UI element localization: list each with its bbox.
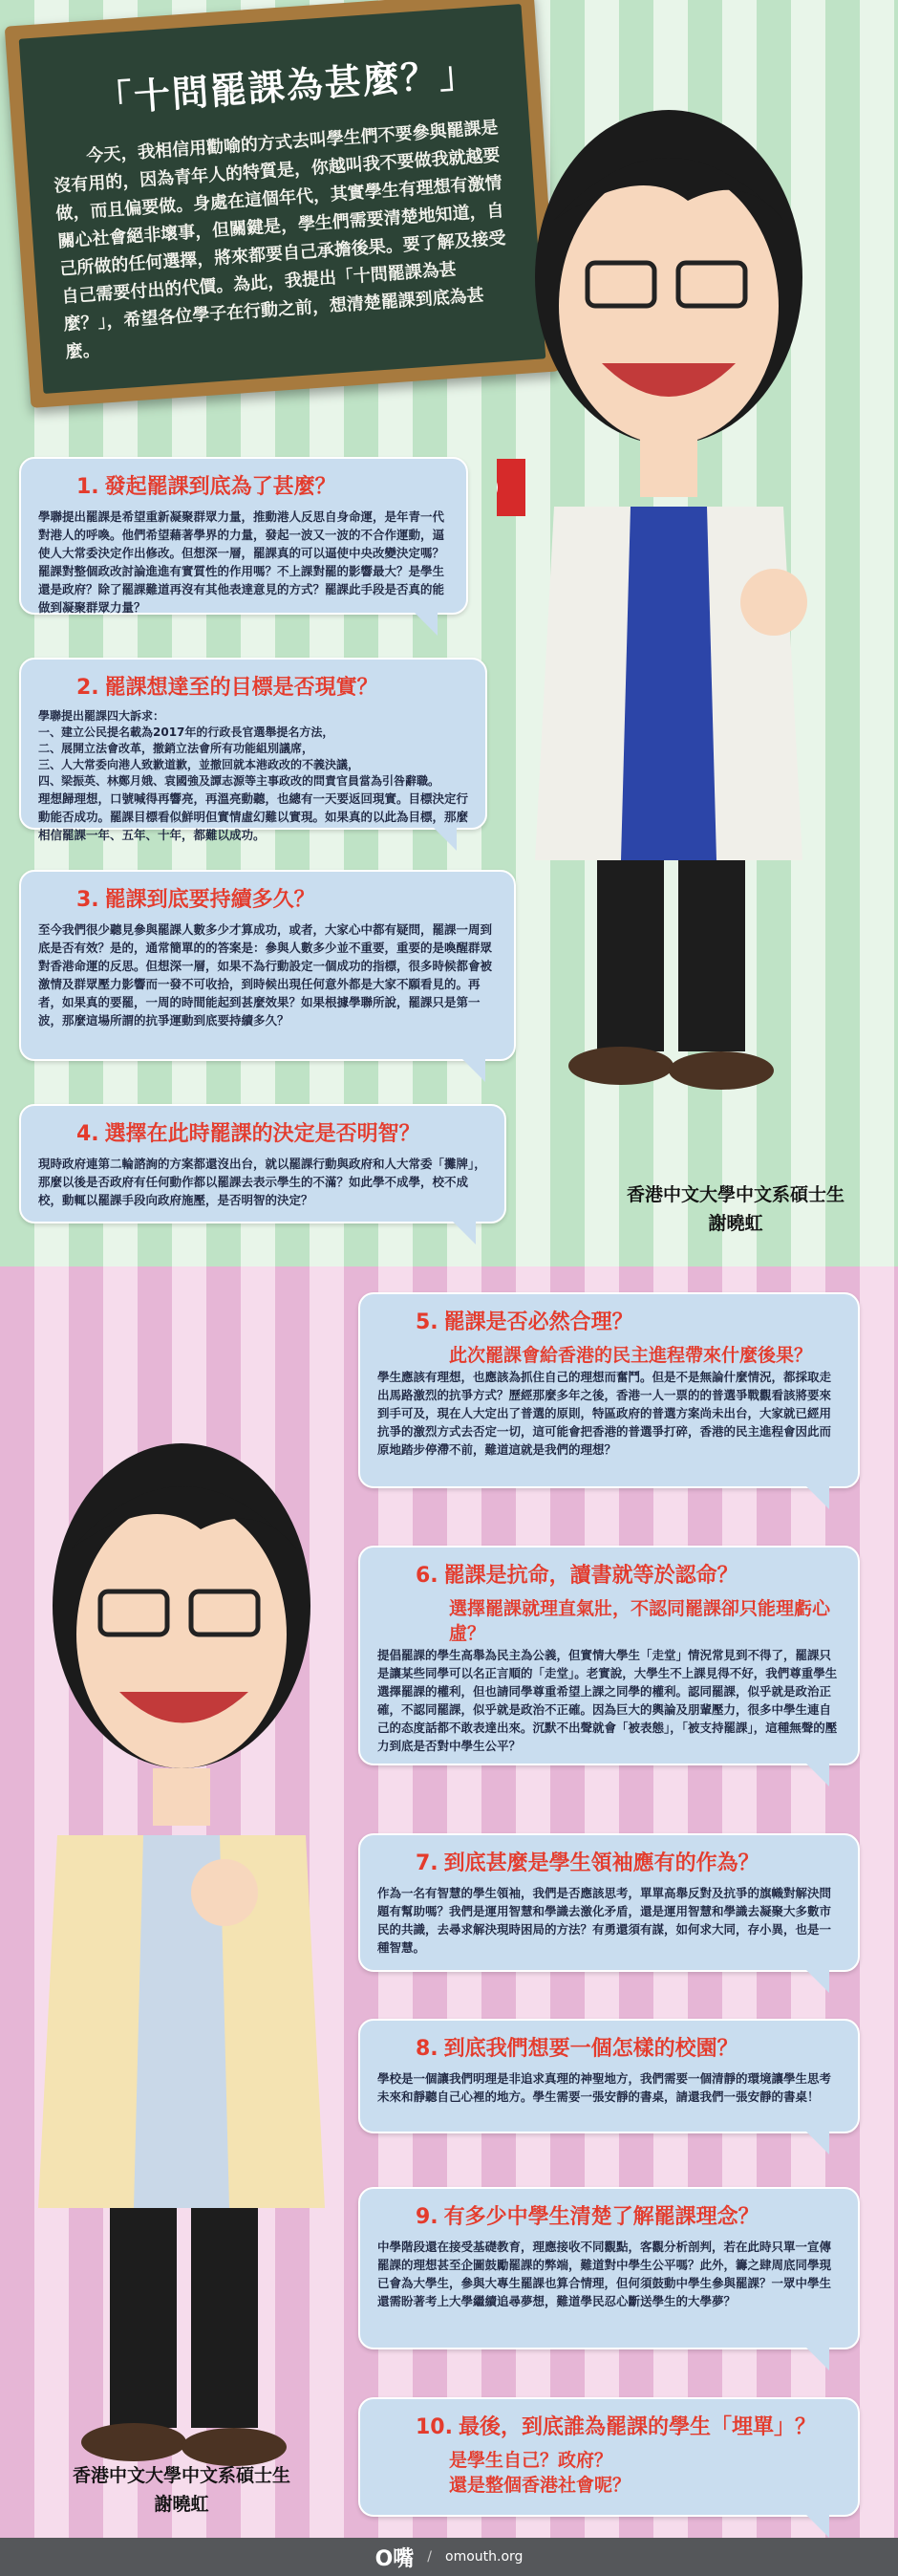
question-body: 中學階段還在接受基礎教育，理應接收不同觀點，客觀分析剖判，若在此時只單一宣傳罷課的理想甚至企圖鼓勵罷課的弊端，難道對中學生公平嗎？此外，籌之肆周底同學現已會為大學生，參與大專生罷課也算合情理，但何須鼓動中學生參與罷課？一眾中學生還需盼著考上大學繼續追尋夢想，難道學民忍心斷送學生的大學夢？ (377, 2240, 832, 2308)
author-name: 謝曉虹 (708, 1213, 763, 1234)
question-number: 7. (416, 1851, 438, 1875)
question-number: 8. (416, 2037, 438, 2061)
question-bubble-6 (358, 1546, 860, 1765)
question-title (377, 1306, 841, 1335)
board-body: 今天，我相信用勸喻的方式去叫學生們不要參與罷課是沒有用的，因為青年人的特質是，你越叫我不要做我就越要做，而且偏要做。身處在這個年代，其實學生有理想有激情關心社會絕非壞事，但關鍵是，學生們需要清楚地知道，自己所做的任何選擇，將來都要自己承擔後果。要了解及接受自己需要付出的代價。為此，我提出「十問罷課為甚麼？」，希望各位學子在行動之前，想清楚罷課到底為甚麼。 (53, 118, 507, 363)
author-name: 謝曉虹 (154, 2494, 209, 2515)
question-number: 10. (416, 2415, 453, 2439)
question-bubble-7 (358, 1833, 860, 1972)
question-title-text: 罷課想達至的目標是否現實？ (104, 676, 378, 700)
question-number: 6. (416, 1564, 438, 1588)
question-bubble-1 (19, 457, 468, 615)
question-number: 4. (76, 1122, 99, 1146)
question-title-text: 罷課是抗命，讀書就等於認命？ (443, 1564, 738, 1588)
question-title-text: 到底甚麼是學生領袖應有的作為？ (443, 1851, 759, 1875)
question-subtitle: 選擇罷課就理直氣壯，不認同罷課卻只能理虧心虛？ (449, 1598, 831, 1644)
chalkboard-surface (19, 4, 546, 394)
question-title (377, 2411, 841, 2440)
footer-divider: / (427, 2549, 432, 2565)
list-item: 四、梁振英、林鄭月娥、袁國強及譚志源等主事政改的問責官員當為引咎辭職。 (38, 774, 440, 788)
question-title-text: 罷課到底要持續多久？ (104, 888, 315, 912)
question-bubble-9 (358, 2187, 860, 2349)
site-logo[interactable]: O嘴 (374, 2546, 415, 2571)
question-number: 1. (76, 475, 99, 499)
question-body: 提倡罷課的學生高舉為民主為公義，但實情大學生「走堂」情況常見到不得了，罷課只是讓某些同學可以名正言順的「走堂」。老實說，大學生不上課見得不好，我們尊重學生選擇罷課的權利，但也請同學尊重希望上課之同學的權利。認同罷課，似乎就是政治正確，不認同罷課，似乎就是政治不正確。因為巨大的輿論及朋輩壓力，很多中學生連自己的态度話都不敢表達出來。沉默不出聲就會「被表態」，「被支持罷課」，這種無聲的壓力到底是否對中學生公平？ (377, 1648, 838, 1753)
question-bubble-2 (19, 658, 487, 842)
question-title-text: 罷課是否必然合理？ (443, 1310, 633, 1334)
question-bubble-8 (358, 2019, 860, 2133)
author-affiliation: 香港中文大學中文系碩士生 (626, 1184, 845, 1205)
chalkboard (5, 0, 561, 408)
question-number: 2. (76, 676, 99, 700)
question-title-text: 到底我們想要一個怎樣的校園？ (443, 2037, 738, 2061)
question-bubble-3 (19, 870, 516, 1061)
question-body: 學校是一個讓我們明理是非追求真理的神聖地方，我們需要一個清靜的環境讓學生思考未來和靜聽自己心裡的地方。學生需要一張安靜的書桌，請還我們一張安靜的書桌！ (377, 2071, 832, 2104)
question-title-text: 最後，到底誰為罷課的學生「埋單」？ (458, 2415, 816, 2439)
question-title (38, 883, 497, 913)
question-number: 3. (76, 888, 99, 912)
question-title (38, 470, 449, 500)
question-title-text: 有多少中學生清楚了解罷課理念？ (443, 2205, 759, 2229)
question-title-text: 發起罷課到底為了甚麼？ (104, 475, 336, 499)
question-bubble-4 (19, 1104, 506, 1223)
cartoon-author-top-illustration (497, 57, 879, 1157)
list-item: 三、人大常委向港人致歉道歉，並撤回就本港政改的不義決議， (38, 758, 360, 771)
question-title-text: 選擇在此時罷課的決定是否明智？ (104, 1122, 420, 1146)
list-item: 學聯提出罷課四大訴求： (38, 709, 165, 723)
cartoon-author-bottom-illustration (19, 1386, 363, 2504)
question-bubble-5 (358, 1292, 860, 1488)
author-affiliation: 香港中文大學中文系碩士生 (72, 2465, 290, 2486)
question-body: 學聯提出罷課是希望重新凝聚群眾力量，推動港人反思自身命運，是年青一代對港人的呼喚。他們希望藉著學界的力量，發起一波又一波的不合作運動，逼使人大常委決定作出修改。但想深一層，罷課真的可以逼使中央改變決定嗎？罷課對整個政改討論進進有實質性的作用嗎？不上課對罷的影響最大？是學生還是政府？除了罷課難道再沒有其他表達意見的方式？罷課此手段是否真的能做到凝聚群眾力量？ (38, 509, 445, 615)
question-body: 現時政府連第二輪諮詢的方案都還沒出台，就以罷課行動與政府和人大常委「攤牌」，那麼以後是否政府有任何動作都以罷課去表示學生的不滿？如此學不成學，校不成校，動輒以罷課手段向政府施壓，是否明智的決定？ (38, 1157, 486, 1207)
question-body: 理想歸理想，口號喊得再響亮，再溫亮動聽，也總有一天要返回現實。目標決定行動能否成功。罷課目標看似鮮明但實情虛幻難以實現。如果真的以此為目標，那麼相信罷課一年、五年、十年，都難以成功。 (38, 791, 469, 842)
question-title (377, 1559, 841, 1589)
list-item: 二、展開立法會改革，撤銷立法會所有功能組別議席， (38, 742, 314, 755)
question-bubble-10 (358, 2397, 860, 2517)
question-number: 5. (416, 1310, 438, 1334)
question-body: 學生應該有理想，也應該為抓住自己的理想而奮鬥。但是不是無論什麼情況，都採取走出馬路激烈的抗爭方式？歷經那麼多年之後，香港一人一票的的普選爭戰觀看該將要來到手可及，現在人大定出了普選的原則，特區政府的普選方案尚未出台，大家就已經用抗爭的激烈方式去否定一切，這可能會把香港的普選爭打碎，香港的民主進程會因此而原地踏步停滯不前，難道這就是我們的理想？ (377, 1370, 832, 1457)
question-title (38, 1117, 487, 1147)
question-subtitle: 是學生自己？政府？ 還是整個香港社會呢？ (449, 2450, 631, 2496)
author-caption-bottom (29, 2461, 334, 2519)
site-url[interactable]: omouth.org (445, 2549, 524, 2565)
question-title (377, 2200, 841, 2230)
question-title (38, 671, 468, 701)
question-body: 至今我們很少聽見參與罷課人數多少才算成功，或者，大家心中都有疑問，罷課一周到底是否有效？是的，通常簡單的的答案是：參與人數多少並不重要，重要的是喚醒群眾對香港命運的反思。但想深一層，如果不為行動設定一個成功的指標，很多時候都會被激情及群眾壓力影響而一發不可收拾，到時候出現任何意外都是大家不願看見的。再者，如果真的要罷，一周的時間能起到甚麼效果？如果根據學聯所說，罷課只是第一波，那麼這場所謂的抗爭運動到底要持續多久？ (38, 922, 493, 1028)
question-title (377, 2032, 841, 2062)
question-number: 9. (416, 2205, 438, 2229)
list-item: 一、建立公民提名載為2017年的行政長官選舉提名方法， (38, 725, 334, 739)
question-subtitle: 此次罷課會給香港的民主進程帶來什麼後果？ (449, 1345, 813, 1366)
footer-bar (0, 2538, 898, 2576)
question-title (377, 1847, 841, 1876)
author-caption-top (611, 1180, 860, 1238)
board-title: 「十問罷課為甚麼？」 (94, 52, 479, 121)
question-body: 作為一名有智慧的學生領袖，我們是否應該思考，單單高舉反對及抗爭的旗幟對解決問題有幫助嗎？我們是運用智慧和學識去激化矛盾，還是運用智慧和學識去凝聚大多數市民的共識，去尋求解決現時困局的方法？有勇還須有謀，如何求大同，存小異，也是一種智慧。 (377, 1886, 832, 1955)
